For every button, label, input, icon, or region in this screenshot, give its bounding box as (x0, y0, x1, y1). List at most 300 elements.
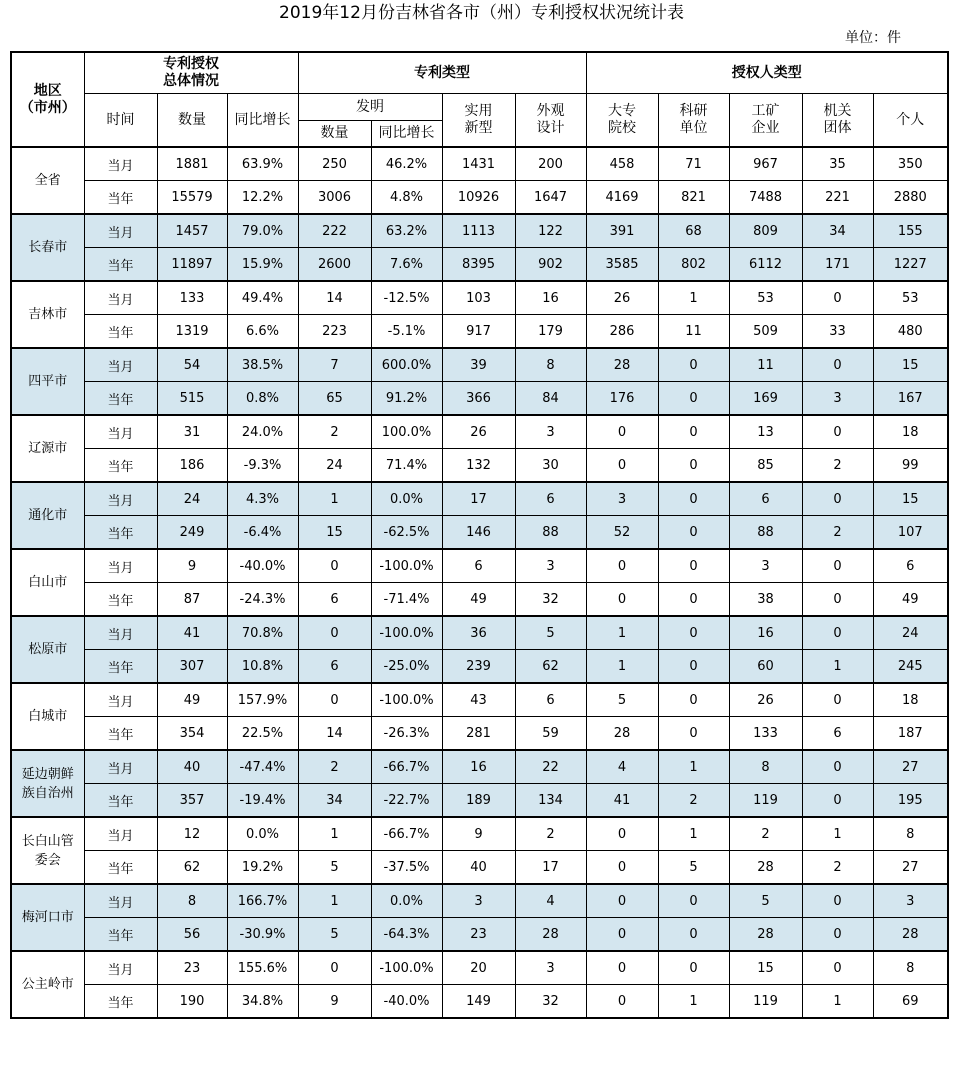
header-design: 外观 设计 (515, 94, 586, 148)
university-cell: 1 (586, 616, 658, 650)
growth-cell: -6.4% (227, 516, 298, 550)
count-cell: 41 (157, 616, 227, 650)
design-cell: 88 (515, 516, 586, 550)
table-row (11, 415, 948, 449)
region-cell: 公主岭市 (11, 951, 84, 1018)
utility-cell: 36 (442, 616, 515, 650)
count-cell: 1457 (157, 214, 227, 248)
period-cell: 当月 (84, 817, 157, 851)
invention-growth-cell: 0.0% (371, 482, 442, 516)
institution-cell: 0 (802, 884, 873, 918)
institution-cell: 0 (802, 750, 873, 784)
institution-cell: 171 (802, 248, 873, 282)
research-cell: 0 (658, 918, 729, 952)
region-cell: 延边朝鲜 族自治州 (11, 750, 84, 817)
enterprise-cell: 28 (729, 918, 802, 952)
invention-growth-cell: 46.2% (371, 147, 442, 181)
region-cell: 白城市 (11, 683, 84, 750)
utility-cell: 43 (442, 683, 515, 717)
individual-cell: 6 (873, 549, 948, 583)
period-cell: 当月 (84, 549, 157, 583)
period-cell: 当年 (84, 315, 157, 349)
university-cell: 5 (586, 683, 658, 717)
design-cell: 200 (515, 147, 586, 181)
institution-cell: 1 (802, 650, 873, 684)
enterprise-cell: 28 (729, 851, 802, 885)
invention-growth-cell: 63.2% (371, 214, 442, 248)
university-cell: 3 (586, 482, 658, 516)
header-grantee-group: 授权人类型 (586, 52, 948, 94)
university-cell: 41 (586, 784, 658, 818)
table-row (11, 248, 948, 282)
table-row (11, 482, 948, 516)
count-cell: 62 (157, 851, 227, 885)
region-cell: 长白山管 委会 (11, 817, 84, 884)
table-row (11, 214, 948, 248)
invention-growth-cell: -100.0% (371, 616, 442, 650)
growth-cell: -24.3% (227, 583, 298, 617)
invention-growth-cell: 4.8% (371, 181, 442, 215)
invention-count-cell: 223 (298, 315, 371, 349)
institution-cell: 0 (802, 583, 873, 617)
count-cell: 515 (157, 382, 227, 416)
university-cell: 3585 (586, 248, 658, 282)
institution-cell: 3 (802, 382, 873, 416)
research-cell: 0 (658, 683, 729, 717)
individual-cell: 99 (873, 449, 948, 483)
utility-cell: 49 (442, 583, 515, 617)
period-cell: 当年 (84, 985, 157, 1019)
university-cell: 4 (586, 750, 658, 784)
header-region: 地区 （市州） (11, 52, 84, 147)
university-cell: 0 (586, 918, 658, 952)
design-cell: 3 (515, 549, 586, 583)
count-cell: 249 (157, 516, 227, 550)
growth-cell: 79.0% (227, 214, 298, 248)
invention-count-cell: 14 (298, 717, 371, 751)
design-cell: 2 (515, 817, 586, 851)
growth-cell: 19.2% (227, 851, 298, 885)
institution-cell: 0 (802, 281, 873, 315)
enterprise-cell: 11 (729, 348, 802, 382)
individual-cell: 2880 (873, 181, 948, 215)
institution-cell: 2 (802, 516, 873, 550)
invention-growth-cell: -5.1% (371, 315, 442, 349)
institution-cell: 33 (802, 315, 873, 349)
research-cell: 0 (658, 449, 729, 483)
period-cell: 当年 (84, 382, 157, 416)
invention-growth-cell: -40.0% (371, 985, 442, 1019)
period-cell: 当月 (84, 348, 157, 382)
growth-cell: 12.2% (227, 181, 298, 215)
invention-count-cell: 3006 (298, 181, 371, 215)
invention-count-cell: 24 (298, 449, 371, 483)
institution-cell: 0 (802, 348, 873, 382)
header-count: 数量 (157, 94, 227, 148)
region-cell: 梅河口市 (11, 884, 84, 951)
region-cell: 四平市 (11, 348, 84, 415)
design-cell: 32 (515, 985, 586, 1019)
design-cell: 122 (515, 214, 586, 248)
period-cell: 当年 (84, 918, 157, 952)
header-university: 大专 院校 (586, 94, 658, 148)
period-cell: 当月 (84, 147, 157, 181)
institution-cell: 2 (802, 449, 873, 483)
period-cell: 当年 (84, 717, 157, 751)
research-cell: 0 (658, 382, 729, 416)
period-cell: 当月 (84, 884, 157, 918)
research-cell: 5 (658, 851, 729, 885)
growth-cell: 6.6% (227, 315, 298, 349)
university-cell: 26 (586, 281, 658, 315)
table-row (11, 281, 948, 315)
enterprise-cell: 2 (729, 817, 802, 851)
institution-cell: 0 (802, 784, 873, 818)
invention-growth-cell: -64.3% (371, 918, 442, 952)
design-cell: 59 (515, 717, 586, 751)
design-cell: 6 (515, 683, 586, 717)
growth-cell: 70.8% (227, 616, 298, 650)
count-cell: 1319 (157, 315, 227, 349)
individual-cell: 3 (873, 884, 948, 918)
university-cell: 286 (586, 315, 658, 349)
individual-cell: 53 (873, 281, 948, 315)
individual-cell: 350 (873, 147, 948, 181)
individual-cell: 480 (873, 315, 948, 349)
utility-cell: 3 (442, 884, 515, 918)
university-cell: 0 (586, 415, 658, 449)
individual-cell: 27 (873, 851, 948, 885)
header-research: 科研 单位 (658, 94, 729, 148)
invention-count-cell: 0 (298, 549, 371, 583)
research-cell: 802 (658, 248, 729, 282)
header-overall-group: 专利授权 总体情况 (84, 52, 298, 94)
university-cell: 391 (586, 214, 658, 248)
count-cell: 87 (157, 583, 227, 617)
header-enterprise: 工矿 企业 (729, 94, 802, 148)
growth-cell: 15.9% (227, 248, 298, 282)
invention-growth-cell: -71.4% (371, 583, 442, 617)
research-cell: 0 (658, 516, 729, 550)
design-cell: 30 (515, 449, 586, 483)
university-cell: 0 (586, 583, 658, 617)
region-cell: 通化市 (11, 482, 84, 549)
individual-cell: 107 (873, 516, 948, 550)
growth-cell: 10.8% (227, 650, 298, 684)
invention-count-cell: 6 (298, 650, 371, 684)
growth-cell: 4.3% (227, 482, 298, 516)
count-cell: 186 (157, 449, 227, 483)
enterprise-cell: 6112 (729, 248, 802, 282)
invention-count-cell: 65 (298, 382, 371, 416)
university-cell: 28 (586, 348, 658, 382)
research-cell: 0 (658, 415, 729, 449)
research-cell: 0 (658, 583, 729, 617)
count-cell: 56 (157, 918, 227, 952)
institution-cell: 221 (802, 181, 873, 215)
region-cell: 松原市 (11, 616, 84, 683)
design-cell: 84 (515, 382, 586, 416)
individual-cell: 49 (873, 583, 948, 617)
invention-count-cell: 222 (298, 214, 371, 248)
table-row (11, 683, 948, 717)
period-cell: 当年 (84, 650, 157, 684)
utility-cell: 132 (442, 449, 515, 483)
institution-cell: 1 (802, 985, 873, 1019)
table-row (11, 750, 948, 784)
invention-count-cell: 34 (298, 784, 371, 818)
institution-cell: 6 (802, 717, 873, 751)
growth-cell: -30.9% (227, 918, 298, 952)
enterprise-cell: 38 (729, 583, 802, 617)
invention-count-cell: 2 (298, 415, 371, 449)
count-cell: 307 (157, 650, 227, 684)
table-row (11, 181, 948, 215)
count-cell: 31 (157, 415, 227, 449)
table-row (11, 516, 948, 550)
enterprise-cell: 5 (729, 884, 802, 918)
growth-cell: 63.9% (227, 147, 298, 181)
university-cell: 176 (586, 382, 658, 416)
table-row (11, 985, 948, 1019)
invention-growth-cell: -37.5% (371, 851, 442, 885)
growth-cell: 166.7% (227, 884, 298, 918)
individual-cell: 69 (873, 985, 948, 1019)
period-cell: 当年 (84, 181, 157, 215)
period-cell: 当月 (84, 616, 157, 650)
research-cell: 1 (658, 817, 729, 851)
design-cell: 8 (515, 348, 586, 382)
utility-cell: 281 (442, 717, 515, 751)
enterprise-cell: 119 (729, 985, 802, 1019)
individual-cell: 167 (873, 382, 948, 416)
count-cell: 40 (157, 750, 227, 784)
invention-growth-cell: -62.5% (371, 516, 442, 550)
utility-cell: 1431 (442, 147, 515, 181)
header-utility: 实用 新型 (442, 94, 515, 148)
design-cell: 62 (515, 650, 586, 684)
enterprise-cell: 3 (729, 549, 802, 583)
invention-growth-cell: 0.0% (371, 884, 442, 918)
research-cell: 68 (658, 214, 729, 248)
research-cell: 71 (658, 147, 729, 181)
invention-count-cell: 15 (298, 516, 371, 550)
design-cell: 3 (515, 415, 586, 449)
growth-cell: 157.9% (227, 683, 298, 717)
enterprise-cell: 16 (729, 616, 802, 650)
table-row (11, 382, 948, 416)
invention-count-cell: 5 (298, 851, 371, 885)
count-cell: 357 (157, 784, 227, 818)
invention-growth-cell: 600.0% (371, 348, 442, 382)
region-cell: 白山市 (11, 549, 84, 616)
research-cell: 0 (658, 482, 729, 516)
invention-growth-cell: 100.0% (371, 415, 442, 449)
design-cell: 28 (515, 918, 586, 952)
header-time: 时间 (84, 94, 157, 148)
page-title: 2019年12月份吉林省各市（州）专利授权状况统计表 (279, 3, 684, 23)
growth-cell: 155.6% (227, 951, 298, 985)
institution-cell: 35 (802, 147, 873, 181)
period-cell: 当年 (84, 583, 157, 617)
table-row (11, 784, 948, 818)
enterprise-cell: 88 (729, 516, 802, 550)
individual-cell: 245 (873, 650, 948, 684)
enterprise-cell: 133 (729, 717, 802, 751)
design-cell: 3 (515, 951, 586, 985)
research-cell: 1 (658, 281, 729, 315)
invention-growth-cell: -25.0% (371, 650, 442, 684)
utility-cell: 23 (442, 918, 515, 952)
enterprise-cell: 7488 (729, 181, 802, 215)
university-cell: 0 (586, 817, 658, 851)
table-row (11, 348, 948, 382)
growth-cell: -9.3% (227, 449, 298, 483)
research-cell: 0 (658, 549, 729, 583)
institution-cell: 2 (802, 851, 873, 885)
design-cell: 5 (515, 616, 586, 650)
count-cell: 133 (157, 281, 227, 315)
university-cell: 1 (586, 650, 658, 684)
invention-count-cell: 14 (298, 281, 371, 315)
growth-cell: -19.4% (227, 784, 298, 818)
table-row (11, 650, 948, 684)
utility-cell: 103 (442, 281, 515, 315)
institution-cell: 1 (802, 817, 873, 851)
university-cell: 0 (586, 985, 658, 1019)
growth-cell: -40.0% (227, 549, 298, 583)
count-cell: 12 (157, 817, 227, 851)
growth-cell: 0.0% (227, 817, 298, 851)
design-cell: 6 (515, 482, 586, 516)
utility-cell: 17 (442, 482, 515, 516)
period-cell: 当月 (84, 683, 157, 717)
design-cell: 179 (515, 315, 586, 349)
table-row (11, 918, 948, 952)
institution-cell: 0 (802, 549, 873, 583)
period-cell: 当年 (84, 784, 157, 818)
individual-cell: 27 (873, 750, 948, 784)
growth-cell: 49.4% (227, 281, 298, 315)
invention-growth-cell: -100.0% (371, 951, 442, 985)
header-patent-type-group: 专利类型 (298, 52, 586, 94)
header-institution: 机关 团体 (802, 94, 873, 148)
count-cell: 11897 (157, 248, 227, 282)
region-cell: 全省 (11, 147, 84, 214)
count-cell: 49 (157, 683, 227, 717)
growth-cell: -47.4% (227, 750, 298, 784)
table-row (11, 315, 948, 349)
university-cell: 0 (586, 884, 658, 918)
research-cell: 0 (658, 616, 729, 650)
enterprise-cell: 809 (729, 214, 802, 248)
table-row (11, 616, 948, 650)
invention-count-cell: 1 (298, 817, 371, 851)
invention-growth-cell: -66.7% (371, 750, 442, 784)
utility-cell: 149 (442, 985, 515, 1019)
count-cell: 1881 (157, 147, 227, 181)
table-row (11, 549, 948, 583)
utility-cell: 9 (442, 817, 515, 851)
invention-count-cell: 7 (298, 348, 371, 382)
enterprise-cell: 15 (729, 951, 802, 985)
university-cell: 0 (586, 549, 658, 583)
research-cell: 2 (658, 784, 729, 818)
period-cell: 当年 (84, 449, 157, 483)
table-row (11, 951, 948, 985)
individual-cell: 15 (873, 348, 948, 382)
enterprise-cell: 85 (729, 449, 802, 483)
growth-cell: 22.5% (227, 717, 298, 751)
invention-count-cell: 0 (298, 951, 371, 985)
research-cell: 0 (658, 717, 729, 751)
university-cell: 28 (586, 717, 658, 751)
invention-growth-cell: -100.0% (371, 549, 442, 583)
individual-cell: 8 (873, 951, 948, 985)
enterprise-cell: 6 (729, 482, 802, 516)
enterprise-cell: 26 (729, 683, 802, 717)
utility-cell: 189 (442, 784, 515, 818)
growth-cell: 34.8% (227, 985, 298, 1019)
period-cell: 当月 (84, 214, 157, 248)
individual-cell: 15 (873, 482, 948, 516)
utility-cell: 239 (442, 650, 515, 684)
invention-growth-cell: -100.0% (371, 683, 442, 717)
invention-count-cell: 2600 (298, 248, 371, 282)
invention-count-cell: 0 (298, 616, 371, 650)
individual-cell: 18 (873, 415, 948, 449)
enterprise-cell: 169 (729, 382, 802, 416)
invention-count-cell: 250 (298, 147, 371, 181)
enterprise-cell: 53 (729, 281, 802, 315)
table-row (11, 851, 948, 885)
enterprise-cell: 509 (729, 315, 802, 349)
table-row (11, 147, 948, 181)
invention-growth-cell: -26.3% (371, 717, 442, 751)
period-cell: 当年 (84, 851, 157, 885)
university-cell: 4169 (586, 181, 658, 215)
unit-label: 单位：件 (845, 30, 901, 46)
period-cell: 当月 (84, 281, 157, 315)
region-cell: 辽源市 (11, 415, 84, 482)
institution-cell: 34 (802, 214, 873, 248)
design-cell: 4 (515, 884, 586, 918)
invention-count-cell: 0 (298, 683, 371, 717)
research-cell: 1 (658, 750, 729, 784)
individual-cell: 24 (873, 616, 948, 650)
design-cell: 134 (515, 784, 586, 818)
institution-cell: 0 (802, 482, 873, 516)
university-cell: 0 (586, 449, 658, 483)
header-invention-growth: 同比增长 (371, 121, 442, 148)
period-cell: 当月 (84, 750, 157, 784)
table-row (11, 583, 948, 617)
university-cell: 0 (586, 851, 658, 885)
invention-count-cell: 6 (298, 583, 371, 617)
university-cell: 458 (586, 147, 658, 181)
header-growth: 同比增长 (227, 94, 298, 148)
university-cell: 52 (586, 516, 658, 550)
region-cell: 吉林市 (11, 281, 84, 348)
utility-cell: 146 (442, 516, 515, 550)
invention-growth-cell: -22.7% (371, 784, 442, 818)
table-row (11, 884, 948, 918)
individual-cell: 1227 (873, 248, 948, 282)
research-cell: 0 (658, 650, 729, 684)
utility-cell: 917 (442, 315, 515, 349)
invention-growth-cell: -12.5% (371, 281, 442, 315)
institution-cell: 0 (802, 951, 873, 985)
